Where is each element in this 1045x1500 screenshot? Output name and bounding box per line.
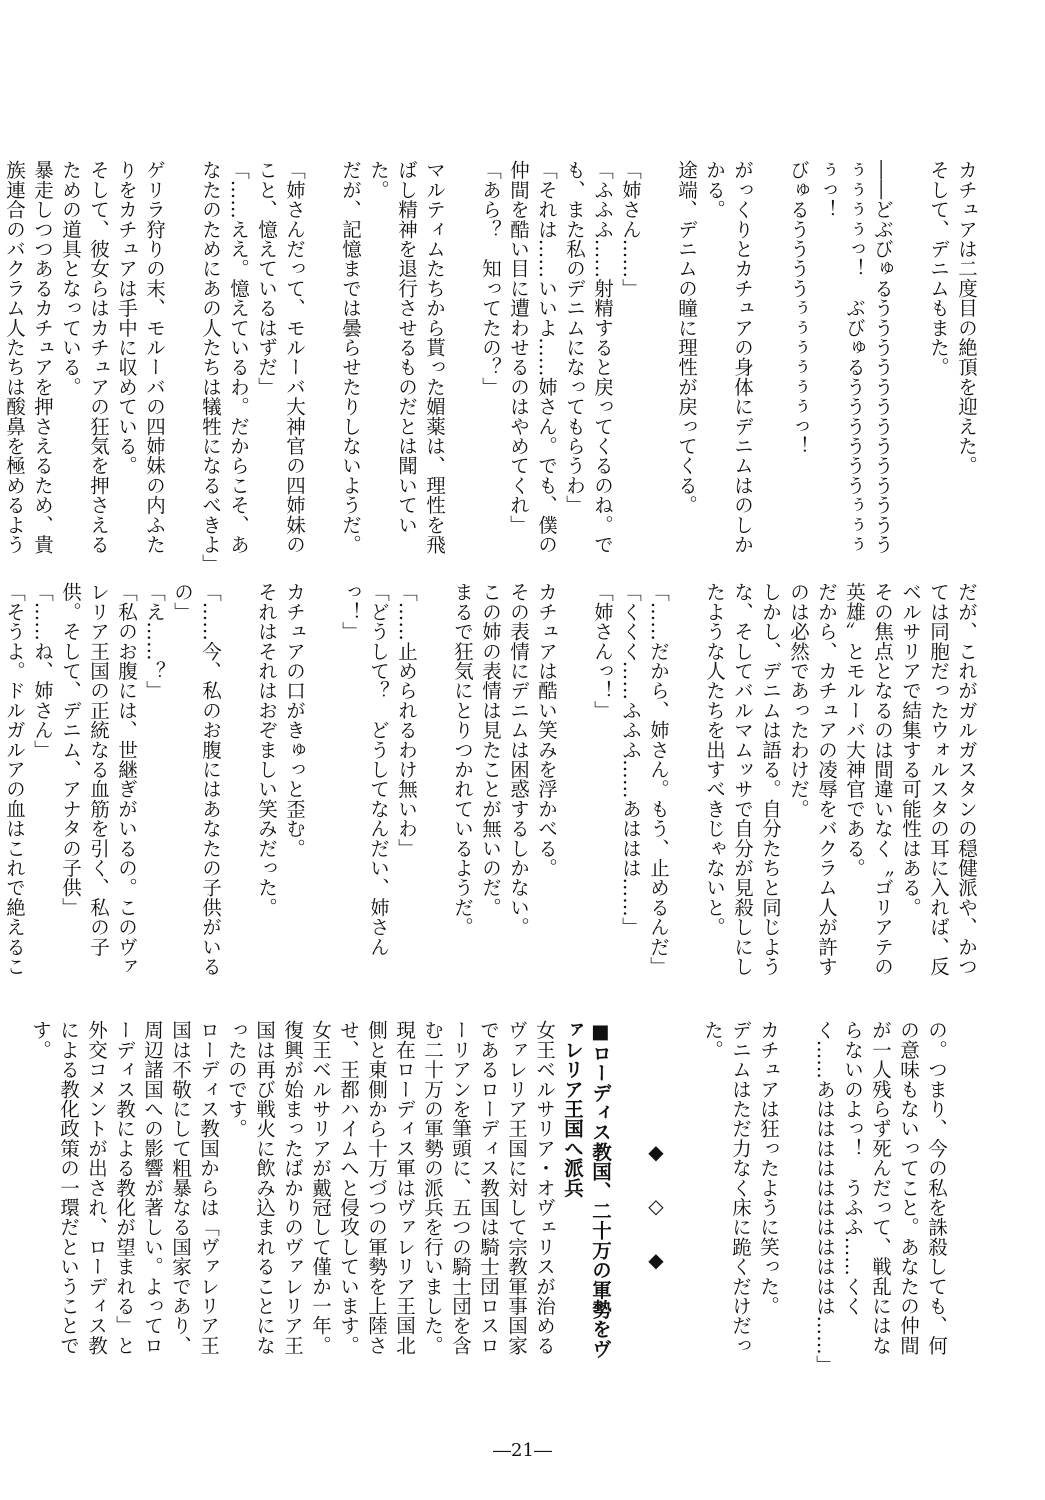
spacer xyxy=(448,160,476,570)
spacer xyxy=(670,1020,698,1370)
paragraph: それはそれはおぞましい笑みだった。 xyxy=(255,582,278,917)
dialogue: の。つまり、今の私を誅殺しても、何の意味もないってこと。あなたの仲間が一人残らず死んだって、戦乱にはならないのよっ！ うふふ……くくく……あははははははははははは……」 xyxy=(813,1020,948,1375)
paragraph: カチュアは二度目の絶頂を迎えた。 xyxy=(955,160,978,476)
paragraph: カチュアの口がきゅっと歪む。 xyxy=(283,582,306,858)
paragraph: しかし、デニムは語る。自分たちと同じような、そしてバルマムッサで自分が見殺しにしたような人たちを出すべきじゃないと。 xyxy=(703,582,782,976)
spacer xyxy=(420,582,448,992)
paragraph: マルティムたちから貰った媚薬は、理性を飛ばし精神を退行させるものだとは聞いていた。 xyxy=(367,160,446,554)
dialogue: 「姉さんだって、モルーバ大神官の四姉妹のこと、憶えているはずだ」 xyxy=(255,160,306,554)
paragraph: この姉の表情は見たことが無いのだ。 xyxy=(479,582,502,917)
spacer xyxy=(308,582,336,992)
page-number: ―21― xyxy=(493,1440,552,1461)
dialogue: 「それは……いいよ……姉さん。でも、僕の仲間を酷い目に遭わせるのはやめてくれ」 xyxy=(507,160,558,554)
bottom-tier-text xyxy=(29,1020,950,1375)
paragraph: 途端、デニムの瞳に理性が戻ってくる。 xyxy=(675,160,698,515)
section-break-diamonds: ◆◇◆ xyxy=(644,1140,668,1302)
dialogue: 「え……？」 xyxy=(143,582,166,701)
dialogue: 「くくく……ふふふ……あははは……」 xyxy=(619,582,642,937)
spacer xyxy=(782,1020,810,1370)
paragraph: ――どぶびゅるうううううううううううううぅぅぅぅっ！ ぶびゅるううううううぅぅぅぅっ！ xyxy=(815,160,894,554)
spacer xyxy=(0,1020,26,1370)
spacer xyxy=(560,582,588,992)
paragraph: びゅるううううぅぅぅぅぅぅっ！ xyxy=(787,160,810,456)
dialogue: 「姉さんっ！」 xyxy=(591,582,614,720)
paragraph: デニムはただ力なく床に跪くだけだった。 xyxy=(701,1020,752,1355)
report-paragraph: ローディス教国からは「ヴァレリア王国は不敬にして粗暴なる国家であり、周辺諸国への影響が著しい。よってローディス教による教化が望まれる」と外交コメントが出され、ローディス教による教化政策の一環だということです。 xyxy=(29,1020,220,1355)
dialogue: 「……だから、姉さん。もう、止めるんだ」 xyxy=(647,582,670,976)
paragraph: だが、記憶までは曇らせたりしないようだ。 xyxy=(339,160,362,554)
paragraph: カチュアは酷い笑みを浮かべる。 xyxy=(535,582,558,878)
report-paragraph: 女王ベルサリアが戴冠して僅か一年。復興が始まったばかりのヴァレリア王国は再び戦火に飲み込まれることになったのです。 xyxy=(225,1020,332,1355)
paragraph: まるで狂気にとりつかれているようだ。 xyxy=(451,582,474,937)
news-heading: ■ローディス教国、二十万の軍勢をヴァレリア王国へ派兵 xyxy=(561,1020,612,1359)
paragraph: そして、彼女らはカチュアの狂気を押さえるための道具となっている。 xyxy=(59,160,110,554)
dialogue: 「……ね、姉さん」 xyxy=(31,582,54,760)
dialogue: 「そうよ。ドルガルアの血はこれで絶えるこ xyxy=(3,582,26,976)
paragraph: その焦点となるのは間違いなく〝ゴリアテの英雄〟とモルーバ大神官である。 xyxy=(843,582,894,976)
top-tier-text xyxy=(3,160,980,574)
paragraph: そして、デニムもまた。 xyxy=(927,160,950,377)
spacer xyxy=(224,582,252,992)
paragraph: その表情にデニムは困惑するしかない。 xyxy=(507,582,530,937)
spacer xyxy=(614,1020,642,1370)
paragraph: だから、カチュアの凌辱をバクラム人が許すのは必然であったわけだ。 xyxy=(787,582,838,976)
spacer xyxy=(308,160,336,570)
paragraph: ゲリラ狩りの末、モルーバの四姉妹の内ふたりをカチュアは手中に収めている。 xyxy=(115,160,166,554)
report-paragraph: 女王ベルサリア・オヴェリスが治めるヴァレリア王国に対して宗教軍事国家であるローディス教国は騎士団ロスローリアンを筆頭に、五つの騎士団を含む二十万の軍勢の派兵を行いました。 xyxy=(421,1020,556,1355)
paragraph: がっくりとカチュアの身体にデニムはのしかかる。 xyxy=(703,160,754,554)
spacer xyxy=(756,160,784,570)
spacer xyxy=(896,160,924,570)
report-paragraph: 現在ローディス軍はヴァレリア王国北側と東側から十万づつの軍勢を上陸させ、王都ハイムへと侵攻しています。 xyxy=(337,1020,416,1355)
dialogue: 「……ええ。憶えているわ。だからこそ、あなたのためにあの人たちは犠牲になるべきよ」 xyxy=(199,160,250,574)
dialogue: 「私のお腹には、世継ぎがいるの。このヴァレリア王国の正統なる血筋を引く、私の子供。そして、デニム、アナタの子供」 xyxy=(59,582,138,976)
spacer xyxy=(644,160,672,570)
dialogue: 「姉さん……」 xyxy=(619,160,642,298)
middle-tier-text xyxy=(3,582,980,992)
dialogue: 「どうして？ どうしてなんだい、姉さんっ！」 xyxy=(339,582,390,957)
paragraph: だが、これがガルガスタンの穏健派や、かつては同胞だったウォルスタの耳に入れば、反ベルサリアで結集する可能性はある。 xyxy=(899,582,978,976)
dialogue: 「ふふふ……射精すると戻ってくるのね。でも、また私のデニムになってもらうわ」 xyxy=(563,160,614,554)
dialogue: 「……今、私のお腹にはあなたの子供がいるの」 xyxy=(171,582,222,976)
paragraph: 暴走しつつあるカチュアを押さえるため、貴族連合のバクラム人たちは酸鼻を極めるよう xyxy=(3,160,54,554)
paragraph: カチュアは狂ったように笑った。 xyxy=(757,1020,780,1316)
spacer xyxy=(168,160,196,570)
dialogue: 「……止められるわけ無いわ」 xyxy=(395,582,418,858)
spacer xyxy=(672,582,700,992)
dialogue: 「あら？ 知ってたの？」 xyxy=(479,160,502,397)
